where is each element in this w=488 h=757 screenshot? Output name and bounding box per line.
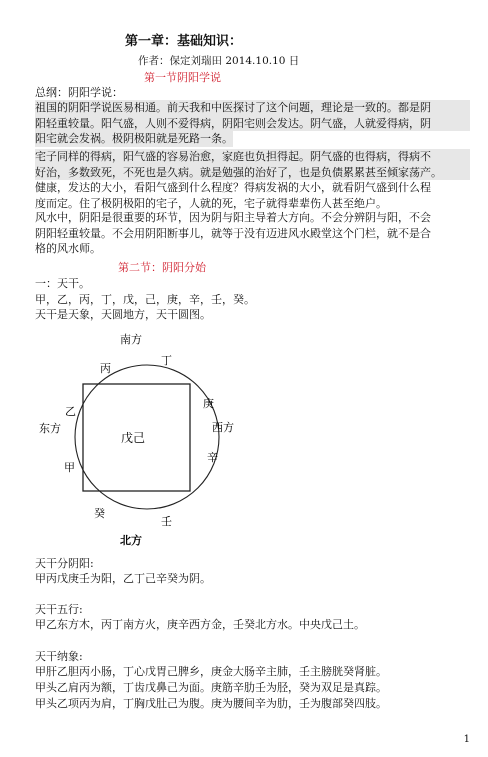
label-ren: 壬 xyxy=(161,515,172,528)
label-east: 东方 xyxy=(39,422,61,435)
paragraph-line: 宅子同样的得病，阳气盛的容易治愈，家庭也负担得起。阴气盛的也得病，得病不 xyxy=(35,149,470,165)
label-bing: 丙 xyxy=(100,362,111,375)
label-center: 戊己 xyxy=(121,431,146,445)
section-2-heading: 第二节：阴阳分始 xyxy=(118,261,206,274)
paragraph-line: 阴阳轻重较量。不会用阴阳断事儿，就等于没有迈进风水殿堂这个门栏，就不是合 xyxy=(35,226,431,240)
section-1-heading: 第一节阴阳学说 xyxy=(144,71,221,84)
paragraph-line: 祖国的阴阳学说医易相通。前天我和中医探讨了这个问题，理论是一致的。都是阴 xyxy=(35,100,470,116)
paragraph-3 xyxy=(35,210,470,257)
label-ding: 丁 xyxy=(161,354,172,367)
paragraph-2 xyxy=(35,149,470,211)
tiangan-description: 天干是天象，天圆地方，天干圆图。 xyxy=(35,308,211,321)
tiangan-circle-diagram xyxy=(30,325,260,555)
author-line: 作者：保定刘瑞田 2014.10.10 日 xyxy=(138,55,300,67)
nayin-heading: 天干纳象: xyxy=(35,650,83,663)
paragraph-line: 阳宅就会发祸。极阴极阳就是死路一条。 xyxy=(35,132,233,145)
page-number: 1 xyxy=(463,734,470,745)
tiangan-heading: 一：天干。 xyxy=(35,277,90,290)
label-north: 北方 xyxy=(120,534,142,547)
paragraph-line: 风水中，阴阳是很重要的环节，因为阴与阳主导着大方向。不会分辨阴与阳，不会 xyxy=(35,211,431,224)
yinyang-heading: 天干分阴阳: xyxy=(35,557,94,570)
paragraph-line: 健康，发达的大小，看阳气盛到什么程度？得病发祸的大小，就看阴气盛到什么程 xyxy=(35,181,431,194)
paragraph-1 xyxy=(35,100,470,147)
tiangan-list: 甲，乙，丙，丁，戊，己，庚，辛，壬，癸。 xyxy=(35,293,255,306)
label-xin: 辛 xyxy=(207,451,218,464)
chapter-title: 第一章：基础知识： xyxy=(125,34,243,49)
paragraph-line: 好治，多数致死，不死也是久病。就是勉强的治好了，也是负债累累甚至倾家荡产。 xyxy=(35,165,470,181)
label-gui: 癸 xyxy=(94,507,105,520)
outline-label: 总纲：阴阳学说： xyxy=(35,86,123,99)
label-yi: 乙 xyxy=(65,405,76,418)
nayin-line: 甲肝乙胆丙小肠，丁心戊胃己脾乡，庚金大肠辛主肺，壬主膀胱癸肾脏。 xyxy=(35,665,387,678)
label-jia: 甲 xyxy=(64,461,75,474)
heaven-circle xyxy=(75,365,219,509)
yinyang-text: 甲丙戊庚壬为阳，乙丁己辛癸为阴。 xyxy=(35,572,211,585)
paragraph-line: 格的风水师。 xyxy=(35,242,101,255)
wuxing-heading: 天干五行: xyxy=(35,603,83,616)
paragraph-line: 度而定。住了极阴极阳的宅子，人就的死，宅子就得辈辈伤人甚至绝户。 xyxy=(35,196,387,210)
label-geng: 庚 xyxy=(203,397,214,410)
paragraph-line: 阳轻重较量。阳气盛，人则不爱得病，阴阳宅则会发达。阴气盛，人就爱得病，阴 xyxy=(35,116,470,132)
wuxing-text: 甲乙东方木，丙丁南方火，庚辛西方金，壬癸北方水。中央戊己土。 xyxy=(35,618,365,631)
nayin-line: 甲头乙肩丙为额，丁齿戊鼻己为面。庚筋辛肋壬为胫，癸为双足是真踪。 xyxy=(35,681,387,694)
nayin-line: 甲头乙项丙为肩，丁胸戊肚己为腹。庚为腰间辛为肋，壬为腹部癸四肢。 xyxy=(35,697,387,710)
label-west: 西方 xyxy=(212,421,234,434)
label-south: 南方 xyxy=(120,333,142,346)
